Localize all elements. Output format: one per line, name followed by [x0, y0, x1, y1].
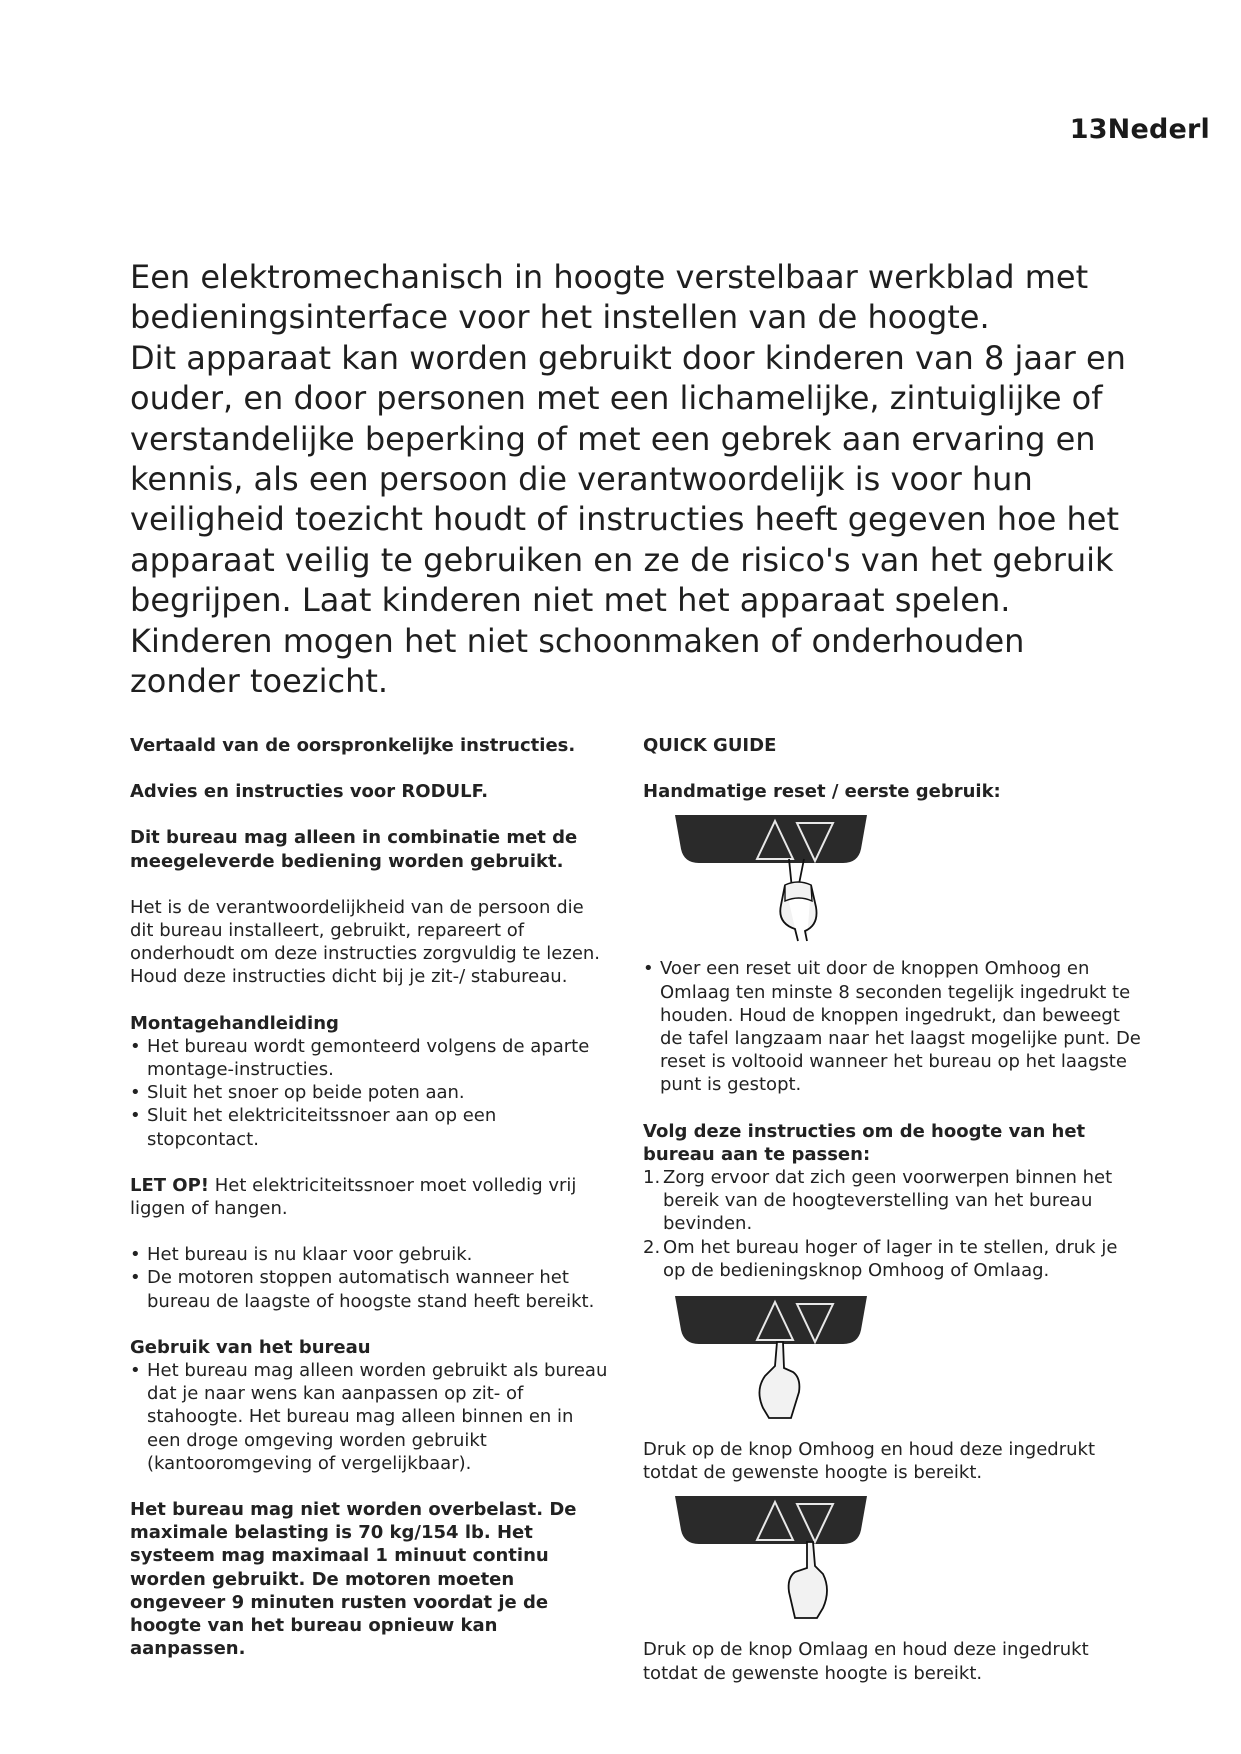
list-item: 2. Om het bureau hoger of lager in te stellen, druk je op de bedieningsknop Omhoog of Omlaag. [643, 1236, 1118, 1281]
notice-paragraph [130, 1174, 610, 1220]
advice-heading: Advies en instructies voor RODULF. [130, 781, 489, 803]
reset-illustration [671, 815, 871, 943]
up-button-illustration [671, 1296, 871, 1424]
reset-heading: Handmatige reset / eerste gebruik: [643, 781, 1001, 803]
intro-paragraph-2: Dit apparaat kan worden gebruikt door kinderen van 8 jaar en ouder, en door personen met een lichamelijke, zintuiglijke of verstandelijke beperking of met een gebrek aan ervaring en kennis, als een persoon die verantwoordelijk is voor hun veiligheid toezicht houdt of instructies heeft gegeven hoe het apparaat veilig te gebruiken en ze de risico's van het gebruik begrijpen. Laat kinderen niet met het apparaat spelen. Kinderen mogen het niet schoonmaken of onderhouden zonder toezicht. [130, 338, 1126, 701]
list-item: 1. Zorg ervoor dat zich geen voorwerpen binnen het bereik van de hoogteverstelling van het bureau bevinden. [643, 1167, 1113, 1235]
down-caption: Druk op de knop Omlaag en houd deze ingedrukt totdat de gewenste hoogte is bereikt. [643, 1639, 1089, 1684]
notice-text: Het elektriciteitssnoer moet volledig vrij liggen of hangen. [130, 1174, 577, 1220]
list-item: • Het bureau is nu klaar voor gebruik. [130, 1243, 610, 1266]
load-warning: Het bureau mag niet worden overbelast. De maximale belasting is 70 kg/154 lb. Het systeem mag maximaal 1 minuut continu worden gebruikt. De motoren moeten ongeveer 9 minuten rusten voordat je de hoogte van het bureau opnieuw kan aanpassen. [130, 1499, 577, 1660]
combination-warning: Dit bureau mag alleen in combinatie met de meegeleverde bediening worden gebruikt. [130, 827, 578, 872]
notice-label: LET OP! [130, 1174, 210, 1196]
ready-list [130, 1243, 610, 1313]
translated-note: Vertaald van de oorspronkelijke instructies. [130, 735, 576, 756]
list-item: • Sluit het elektriciteitssnoer aan op een stopcontact. [130, 1104, 610, 1150]
list-item: • Sluit het snoer op beide poten aan. [130, 1081, 610, 1104]
list-item: • Het bureau mag alleen worden gebruikt als bureau dat je naar wens kan aanpassen op zit- of stahoogte. Het bureau mag alleen binnen en in een droge omgeving worden gebruikt (kantooromgeving of vergelijkbaar). [130, 1359, 610, 1475]
page-header-label: 13Nederl [1069, 114, 1210, 145]
adjust-heading: Volg deze instructies om de hoogte van het bureau aan te passen: [643, 1120, 1086, 1165]
list-item: • De motoren stoppen automatisch wanneer het bureau de laagste of hoogste stand heeft bereikt. [130, 1266, 610, 1312]
reset-list [643, 957, 1143, 1096]
assembly-list [130, 1035, 610, 1151]
pointing-hand-icon [789, 1542, 827, 1618]
pointing-hand-icon [759, 1342, 799, 1418]
intro-paragraph-1: Een elektromechanisch in hoogte verstelbaar werkblad met bedieningsinterface voor het instellen van de hoogte. [130, 258, 1089, 337]
list-item: • Voer een reset uit door de knoppen Omhoog en Omlaag ten minste 8 seconden tegelijk ingedrukt te houden. Houd de knoppen ingedrukt, dan beweegt de tafel langzaam naar het laagst mogelijke punt. De reset is voltooid wanneer het bureau op het laagste punt is gestopt. [643, 957, 1143, 1096]
down-button-illustration [671, 1496, 871, 1624]
right-column [643, 734, 1143, 1685]
list-item: • Het bureau wordt gemonteerd volgens de aparte montage-instructies. [130, 1035, 610, 1081]
responsibility-text: Het is de verantwoordelijkheid van de persoon die dit bureau installeert, gebruikt, repareert of onderhoudt om deze instructies zorgvuldig te lezen. Houd deze instructies dicht bij je zit-/ stabureau. [130, 896, 601, 988]
assembly-heading: Montagehandleiding [130, 1012, 339, 1034]
adjust-steps [643, 1166, 1143, 1282]
quick-guide-heading: QUICK GUIDE [643, 735, 777, 756]
usage-heading: Gebruik van het bureau [130, 1336, 371, 1358]
left-column [130, 734, 610, 1661]
intro-text [130, 257, 1140, 701]
up-caption: Druk op de knop Omhoog en houd deze ingedrukt totdat de gewenste hoogte is bereikt. [643, 1439, 1096, 1484]
usage-list [130, 1359, 610, 1475]
two-finger-hand-icon [780, 859, 816, 941]
